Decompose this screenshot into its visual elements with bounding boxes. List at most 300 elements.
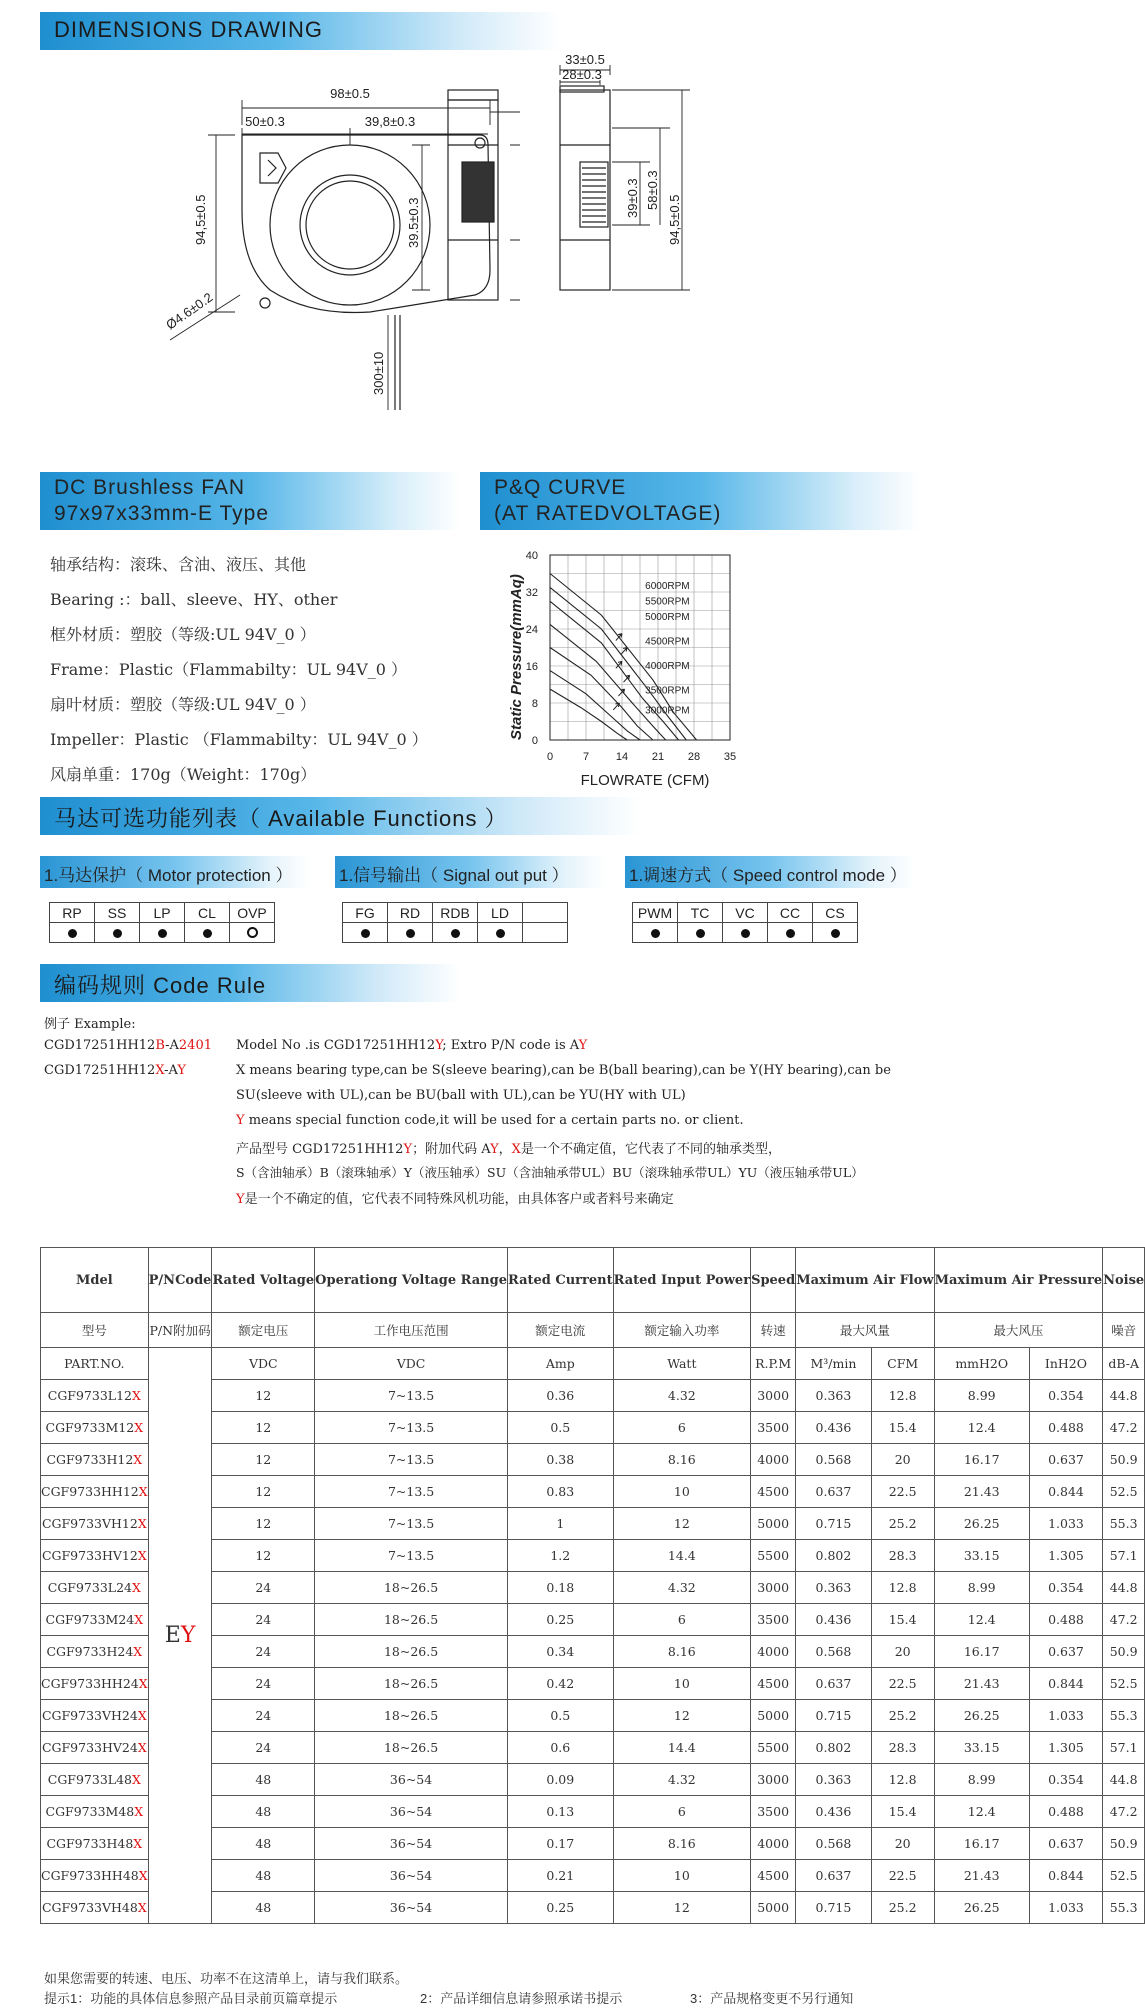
cell-v: 48 [212,1828,315,1860]
spec-line: 轴承结构：滚珠、含油、液压、其他 [50,555,307,574]
spec-line: Frame：Plastic（Flammabilty：UL 94V_0 ） [50,660,408,679]
cell-mm: 12.4 [934,1412,1029,1444]
fan-housing-outline [242,135,490,313]
model-cell: CGF9733L12X [41,1380,149,1412]
cell-watt: 12 [613,1892,750,1924]
function-code-cell: RD [388,903,433,923]
model-cell: CGF9733HH48X [41,1860,149,1892]
cell-cfm: 12.8 [871,1380,934,1412]
col-header: Operationg Voltage Range [315,1248,508,1313]
cell-mm: 16.17 [934,1828,1029,1860]
function-availability-cell [768,923,813,943]
product-title-line2: 97x97x33mm-E Type [54,502,270,525]
cell-m3: 0.802 [796,1540,872,1572]
cell-v: 24 [212,1604,315,1636]
col-header: Rated Current [507,1248,613,1313]
cell-m3: 0.715 [796,1892,872,1924]
cell-mm: 26.25 [934,1892,1029,1924]
filled-dot-icon [651,929,660,938]
cell-cfm: 20 [871,1636,934,1668]
cell-rpm: 4000 [751,1444,796,1476]
col-header-cn: 噪音 [1103,1313,1145,1348]
example-code-2: CGD17251HH12X-AY [44,1063,186,1078]
cell-watt: 4.32 [613,1764,750,1796]
col-header: Maximum Air Flow [796,1248,934,1313]
cell-m3: 0.637 [796,1668,872,1700]
cell-range: 18~26.5 [315,1572,508,1604]
unit-cell: PART.NO. [41,1348,149,1380]
product-banner [40,472,460,530]
x-meaning-line1: X means bearing type,can be S(sleeve bearing),can be B(ball bearing),can be Y(HY bearing),can be [236,1063,891,1078]
cell-mm: 21.43 [934,1476,1029,1508]
model-cell: CGF9733HV12X [41,1540,149,1572]
col-header: Speed [751,1248,796,1313]
cell-db: 44.8 [1103,1572,1145,1604]
cell-inh: 0.488 [1029,1412,1102,1444]
cell-cfm: 20 [871,1828,934,1860]
model-cell: CGF9733H12X [41,1444,149,1476]
functions-banner [40,797,640,835]
cell-db: 52.5 [1103,1476,1145,1508]
cell-rpm: 5000 [751,1700,796,1732]
cell-rpm: 4500 [751,1860,796,1892]
function-code-cell: PWM [633,903,678,923]
function-group-header [335,856,605,888]
cell-v: 24 [212,1572,315,1604]
filled-dot-icon [361,929,370,938]
dim-side-width: 33±0.5 [565,52,605,67]
function-code-cell: FG [343,903,388,923]
function-group-header [40,856,310,888]
cell-m3: 0.363 [796,1764,872,1796]
cell-watt: 8.16 [613,1444,750,1476]
cell-watt: 10 [613,1860,750,1892]
cell-range: 36~54 [315,1764,508,1796]
cell-mm: 8.99 [934,1380,1029,1412]
product-title-line1: DC Brushless FAN [54,476,246,499]
model-no-line: Model No .is CGD17251HH12Y; Extro P/N code is AY [236,1038,588,1053]
cell-range: 36~54 [315,1796,508,1828]
y-tick-label: 24 [525,624,538,636]
cell-db: 44.8 [1103,1764,1145,1796]
filled-dot-icon [741,929,750,938]
cell-cfm: 12.8 [871,1572,934,1604]
table-units-row [41,1348,1145,1380]
cell-range: 18~26.5 [315,1636,508,1668]
cell-range: 7~13.5 [315,1540,508,1572]
function-group-header [625,856,915,888]
unit-cell: M³/min [796,1348,872,1380]
cell-cfm: 12.8 [871,1764,934,1796]
filled-dot-icon [496,929,505,938]
cell-m3: 0.436 [796,1796,872,1828]
model-cell: CGF9733VH24X [41,1700,149,1732]
col-header: Rated Voltage [212,1248,315,1313]
function-code-cell: LD [478,903,523,923]
col-header-cn: 额定电压 [212,1313,315,1348]
cell-v: 12 [212,1508,315,1540]
x-tick-label: 14 [615,751,629,763]
cell-cfm: 22.5 [871,1860,934,1892]
functions-title: 马达可选功能列表（ Available Functions ） [54,806,508,831]
x-tick-label: 21 [651,751,665,763]
series-label: 5500RPM [645,596,690,608]
pq-banner [480,472,920,530]
cell-v: 48 [212,1796,315,1828]
y-meaning-line: Y means special function code,it will be used for a certain parts no. or client. [236,1113,744,1128]
cell-db: 52.5 [1103,1668,1145,1700]
filled-dot-icon [158,929,167,938]
col-header: Maximum Air Pressure [934,1248,1103,1313]
series-label: 3500RPM [645,685,690,697]
cell-mm: 8.99 [934,1572,1029,1604]
cell-mm: 8.99 [934,1764,1029,1796]
cell-inh: 0.354 [1029,1764,1102,1796]
cell-amp: 0.42 [507,1668,613,1700]
cell-range: 18~26.5 [315,1732,508,1764]
cell-m3: 0.568 [796,1444,872,1476]
col-header: Rated Input Power [613,1248,750,1313]
function-availability-cell [723,923,768,943]
function-code-cell: SS [95,903,140,923]
model-cell: CGF9733L24X [41,1572,149,1604]
cell-amp: 1.2 [507,1540,613,1572]
function-group-title: 1.马达保护（ Motor protection ） [44,866,293,885]
cell-db: 55.3 [1103,1508,1145,1540]
unit-cell: dB-A [1103,1348,1145,1380]
logo-mark [260,153,286,183]
filled-dot-icon [203,929,212,938]
cell-amp: 0.21 [507,1860,613,1892]
cell-m3: 0.568 [796,1828,872,1860]
cell-v: 24 [212,1732,315,1764]
x-tick-label: 7 [582,751,590,763]
cell-cfm: 28.3 [871,1540,934,1572]
cell-db: 57.1 [1103,1732,1145,1764]
y-tick-label: 16 [525,661,538,673]
cell-range: 18~26.5 [315,1700,508,1732]
dimensions-title: DIMENSIONS DRAWING [54,17,323,42]
cell-db: 50.9 [1103,1636,1145,1668]
cell-amp: 0.6 [507,1732,613,1764]
dimensions-banner [40,12,560,50]
tip-2: 2：产品详细信息请参照承诺书提示 [420,1991,623,2006]
cell-range: 7~13.5 [315,1508,508,1540]
function-code-cell: VC [723,903,768,923]
cell-cfm: 25.2 [871,1508,934,1540]
model-cell: CGF9733HH12X [41,1476,149,1508]
filled-dot-icon [406,929,415,938]
cell-v: 24 [212,1668,315,1700]
unit-cell: VDC [212,1348,315,1380]
col-header-cn: 额定输入功率 [613,1313,750,1348]
cell-watt: 14.4 [613,1540,750,1572]
cell-range: 7~13.5 [315,1476,508,1508]
model-cell: CGF9733M24X [41,1604,149,1636]
filled-dot-icon [68,929,77,938]
cell-mm: 21.43 [934,1668,1029,1700]
dim-wire-length: 300±10 [371,351,386,395]
function-code-cell: RDB [433,903,478,923]
cell-watt: 6 [613,1412,750,1444]
col-header-cn: 工作电压范围 [315,1313,508,1348]
cell-cfm: 22.5 [871,1668,934,1700]
cell-amp: 0.13 [507,1796,613,1828]
cell-cfm: 28.3 [871,1732,934,1764]
model-cell: CGF9733L48X [41,1764,149,1796]
cell-inh: 0.354 [1029,1380,1102,1412]
cell-v: 48 [212,1764,315,1796]
cell-rpm: 4000 [751,1828,796,1860]
function-availability-cell [523,923,568,943]
example-label: 例子 Example: [44,1017,136,1032]
function-availability-cell [678,923,723,943]
function-code-cell: RP [50,903,95,923]
cell-inh: 1.305 [1029,1540,1102,1572]
filled-dot-icon [113,929,122,938]
cell-db: 47.2 [1103,1604,1145,1636]
model-cell: CGF9733M48X [41,1796,149,1828]
model-cell: CGF9733VH48X [41,1892,149,1924]
code-rule-title: 编码规则 Code Rule [54,973,267,998]
example-code-1: CGD17251HH12B-A2401 [44,1038,212,1053]
y-tick-label: 40 [525,550,538,562]
col-header-cn: 最大风压 [934,1313,1103,1348]
col-header-cn: 型号 [41,1313,149,1348]
cell-m3: 0.715 [796,1508,872,1540]
function-code-cell: CS [813,903,858,923]
spec-line: 扇叶材质：塑胶（等级:UL 94V_0 ） [50,695,316,714]
cell-v: 48 [212,1892,315,1924]
series-label: 4000RPM [645,661,690,673]
series-label: 5000RPM [645,611,690,623]
model-cell: CGF9733H48X [41,1828,149,1860]
model-cell: CGF9733HH24X [41,1668,149,1700]
cell-cfm: 25.2 [871,1700,934,1732]
spec-line: Bearing :：ball、sleeve、HY、other [50,590,338,609]
cell-db: 50.9 [1103,1828,1145,1860]
cell-v: 12 [212,1444,315,1476]
dim-hole-dia: Ø4.6±0.2 [163,289,216,333]
cell-rpm: 4500 [751,1668,796,1700]
cell-mm: 26.25 [934,1508,1029,1540]
hub-circle [300,175,400,275]
col-header: Mdel [41,1248,149,1313]
cell-v: 24 [212,1700,315,1732]
cell-rpm: 5500 [751,1732,796,1764]
pq-title-line2: (AT RATEDVOLTAGE) [494,502,722,525]
operating-point-arrow [613,703,619,710]
cell-inh: 1.033 [1029,1508,1102,1540]
cell-range: 36~54 [315,1892,508,1924]
cell-watt: 12 [613,1508,750,1540]
unit-cell: Amp [507,1348,613,1380]
hub-inner-circle [306,181,394,269]
cell-range: 36~54 [315,1860,508,1892]
cell-cfm: 25.2 [871,1892,934,1924]
side-view-drawing [540,50,740,330]
cell-mm: 12.4 [934,1604,1029,1636]
cell-cfm: 15.4 [871,1604,934,1636]
series-line-3500rpm [550,671,640,740]
spec-table [40,1247,1145,1924]
cell-v: 12 [212,1380,315,1412]
cell-amp: 0.5 [507,1412,613,1444]
cell-m3: 0.637 [796,1860,872,1892]
col-header-cn: 转速 [751,1313,796,1348]
dim-overall-width: 98±0.5 [330,86,370,101]
cell-inh: 0.844 [1029,1860,1102,1892]
cell-amp: 1 [507,1508,613,1540]
cell-watt: 4.32 [613,1380,750,1412]
cell-range: 18~26.5 [315,1604,508,1636]
cell-amp: 0.38 [507,1444,613,1476]
cell-v: 12 [212,1540,315,1572]
cell-mm: 16.17 [934,1444,1029,1476]
cell-db: 44.8 [1103,1380,1145,1412]
cn-y-line: Y是一个不确定的值，它代表不同特殊风机功能，由具体客户或者料号来确定 [236,1192,674,1207]
cell-amp: 0.25 [507,1892,613,1924]
filled-dot-icon [831,929,840,938]
hollow-dot-icon [247,927,258,938]
cell-watt: 10 [613,1476,750,1508]
cell-v: 24 [212,1636,315,1668]
cell-db: 50.9 [1103,1444,1145,1476]
cell-inh: 1.033 [1029,1700,1102,1732]
cell-amp: 0.09 [507,1764,613,1796]
cell-inh: 1.305 [1029,1732,1102,1764]
col-header-cn: P/N附加码 [148,1313,212,1348]
unit-cell: InH2O [1029,1348,1102,1380]
x-tick-label: 35 [723,751,737,763]
cell-watt: 8.16 [613,1828,750,1860]
cell-rpm: 5500 [751,1540,796,1572]
function-group-title: 1.调速方式（ Speed control mode ） [629,866,907,885]
function-availability-cell [813,923,858,943]
function-availability-cell [95,923,140,943]
pn-code-cell: EY [148,1348,212,1924]
operating-point-arrow [618,689,624,696]
cell-rpm: 5000 [751,1892,796,1924]
y-tick-label: 0 [531,735,538,747]
cell-db: 57.1 [1103,1540,1145,1572]
dim-right-width: 39,8±0.3 [364,114,416,129]
filled-dot-icon [696,929,705,938]
function-code-cell: OVP [230,903,275,923]
function-code-cell: CC [768,903,813,923]
dim-side-h1: 39±0.3 [625,178,640,218]
dim-outlet-height: 39.5±0.3 [406,197,421,248]
cell-mm: 26.25 [934,1700,1029,1732]
cell-mm: 33.15 [934,1540,1029,1572]
cell-db: 55.3 [1103,1700,1145,1732]
model-cell: CGF9733M12X [41,1412,149,1444]
cell-inh: 0.844 [1029,1476,1102,1508]
cell-range: 7~13.5 [315,1444,508,1476]
cell-db: 55.3 [1103,1892,1145,1924]
cell-inh: 0.488 [1029,1796,1102,1828]
cell-amp: 0.5 [507,1700,613,1732]
cell-range: 7~13.5 [315,1380,508,1412]
cell-rpm: 3500 [751,1412,796,1444]
spec-line: 框外材质：塑胶（等级:UL 94V_0 ） [50,625,316,644]
cell-rpm: 3500 [751,1604,796,1636]
series-label: 3000RPM [645,705,690,717]
cell-inh: 0.354 [1029,1572,1102,1604]
model-cell: CGF9733H24X [41,1636,149,1668]
unit-cell: mmH2O [934,1348,1029,1380]
spec-line: Impeller：Plastic （Flammabilty：UL 94V_0 ） [50,730,428,749]
col-header: P/NCode [148,1248,212,1313]
cell-m3: 0.715 [796,1700,872,1732]
cell-watt: 10 [613,1668,750,1700]
cell-v: 12 [212,1412,315,1444]
function-availability-cell [433,923,478,943]
function-code-cell [523,903,568,923]
cell-amp: 0.36 [507,1380,613,1412]
pq-chart [505,540,825,795]
function-table-speed-control [632,902,858,943]
function-table-motor-protection [49,902,275,943]
tip-3: 3：产品规格变更不另行通知 [690,1991,854,2006]
cell-watt: 6 [613,1796,750,1828]
cell-rpm: 4000 [751,1636,796,1668]
cell-watt: 6 [613,1604,750,1636]
series-label: 4500RPM [645,636,690,648]
cell-m3: 0.802 [796,1732,872,1764]
col-header-cn: 最大风量 [796,1313,934,1348]
cell-inh: 0.637 [1029,1828,1102,1860]
cell-db: 47.2 [1103,1796,1145,1828]
function-table-signal-output [342,902,568,943]
cell-amp: 0.18 [507,1572,613,1604]
cell-m3: 0.363 [796,1380,872,1412]
cell-cfm: 22.5 [871,1476,934,1508]
dim-side-inner: 28±0.3 [562,67,602,82]
cell-m3: 0.436 [796,1412,872,1444]
dim-side-h2: 58±0.3 [645,170,660,210]
cell-range: 36~54 [315,1828,508,1860]
dim-side-h3: 94,5±0.5 [667,194,682,245]
function-availability-cell [230,923,275,943]
unit-cell: Watt [613,1348,750,1380]
cell-amp: 0.83 [507,1476,613,1508]
function-availability-cell [140,923,185,943]
series-label: 6000RPM [645,581,690,593]
cell-cfm: 15.4 [871,1412,934,1444]
model-cell: CGF9733HV24X [41,1732,149,1764]
cell-cfm: 15.4 [871,1796,934,1828]
cn-model-line: 产品型号 CGD17251HH12Y；附加代码 AY，X是一个不确定值，它代表了不同的轴承类型， [236,1142,781,1157]
cell-cfm: 20 [871,1444,934,1476]
series-line-4000rpm [550,648,653,741]
y-axis-label: Static Pressure(mmAq) [508,574,525,740]
tip-1: 提示1：功能的具体信息参照产品目录前页篇章提示 [44,1991,338,2006]
function-code-cell: CL [185,903,230,923]
cell-db: 52.5 [1103,1860,1145,1892]
filled-dot-icon [451,929,460,938]
cell-amp: 0.17 [507,1828,613,1860]
col-header-cn: 额定电流 [507,1313,613,1348]
code-rule-banner [40,964,460,1002]
function-code-cell: LP [140,903,185,923]
operating-point-arrow [624,675,630,682]
cell-v: 12 [212,1476,315,1508]
cell-m3: 0.363 [796,1572,872,1604]
cell-inh: 0.637 [1029,1636,1102,1668]
cell-rpm: 4500 [751,1476,796,1508]
cell-rpm: 5000 [751,1508,796,1540]
